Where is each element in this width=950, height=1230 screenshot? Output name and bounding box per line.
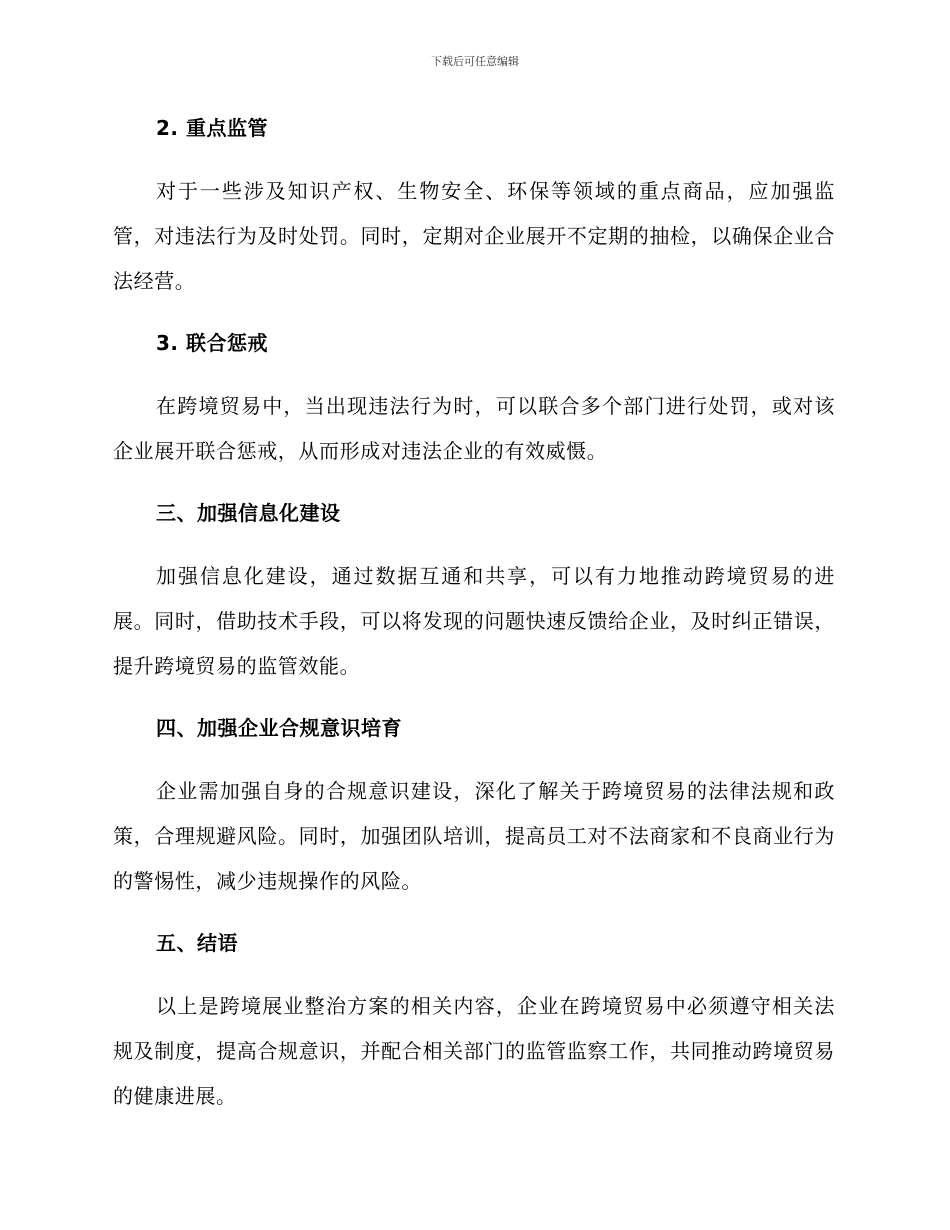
section-paragraph: 加强信息化建设，通过数据互通和共享，可以有力地推动跨境贸易的进展。同时，借助技术手段，可以将发现的问题快速反馈给企业，及时纠正错误，提升跨境贸易的监管效能。 (113, 564, 835, 678)
section-compliance-awareness (113, 708, 835, 904)
section-joint-punishment (113, 323, 835, 474)
section-heading: 2. 重点监管 (156, 116, 268, 140)
section-conclusion (113, 923, 835, 1119)
section-paragraph: 在跨境贸易中，当出现违法行为时，可以联合多个部门进行处罚，或对该企业展开联合惩戒，从而形成对违法企业的有效威慑。 (113, 394, 835, 463)
page-header-note: 下载后可任意编辑 (431, 55, 519, 68)
section-heading: 三、加强信息化建设 (156, 501, 341, 525)
section-paragraph: 对于一些涉及知识产权、生物安全、环保等领域的重点商品，应加强监管，对违法行为及时处罚。同时，定期对企业展开不定期的抽检，以确保企业合法经营。 (113, 179, 835, 293)
section-paragraph: 企业需加强自身的合规意识建设，深化了解关于跨境贸易的法律法规和政策，合理规避风险。同时，加强团队培训，提高员工对不法商家和不良商业行为的警惕性，减少违规操作的风险。 (113, 779, 835, 893)
section-heading: 四、加强企业合规意识培育 (156, 716, 402, 740)
section-heading: 3. 联合惩戒 (156, 331, 268, 355)
section-paragraph: 以上是跨境展业整治方案的相关内容，企业在跨境贸易中必须遵守相关法规及制度，提高合规意识，并配合相关部门的监管监察工作，共同推动跨境贸易的健康进展。 (113, 994, 835, 1108)
section-key-supervision (113, 108, 835, 304)
document-body (113, 108, 835, 1138)
section-informatization (113, 493, 835, 689)
section-heading: 五、结语 (156, 931, 238, 955)
